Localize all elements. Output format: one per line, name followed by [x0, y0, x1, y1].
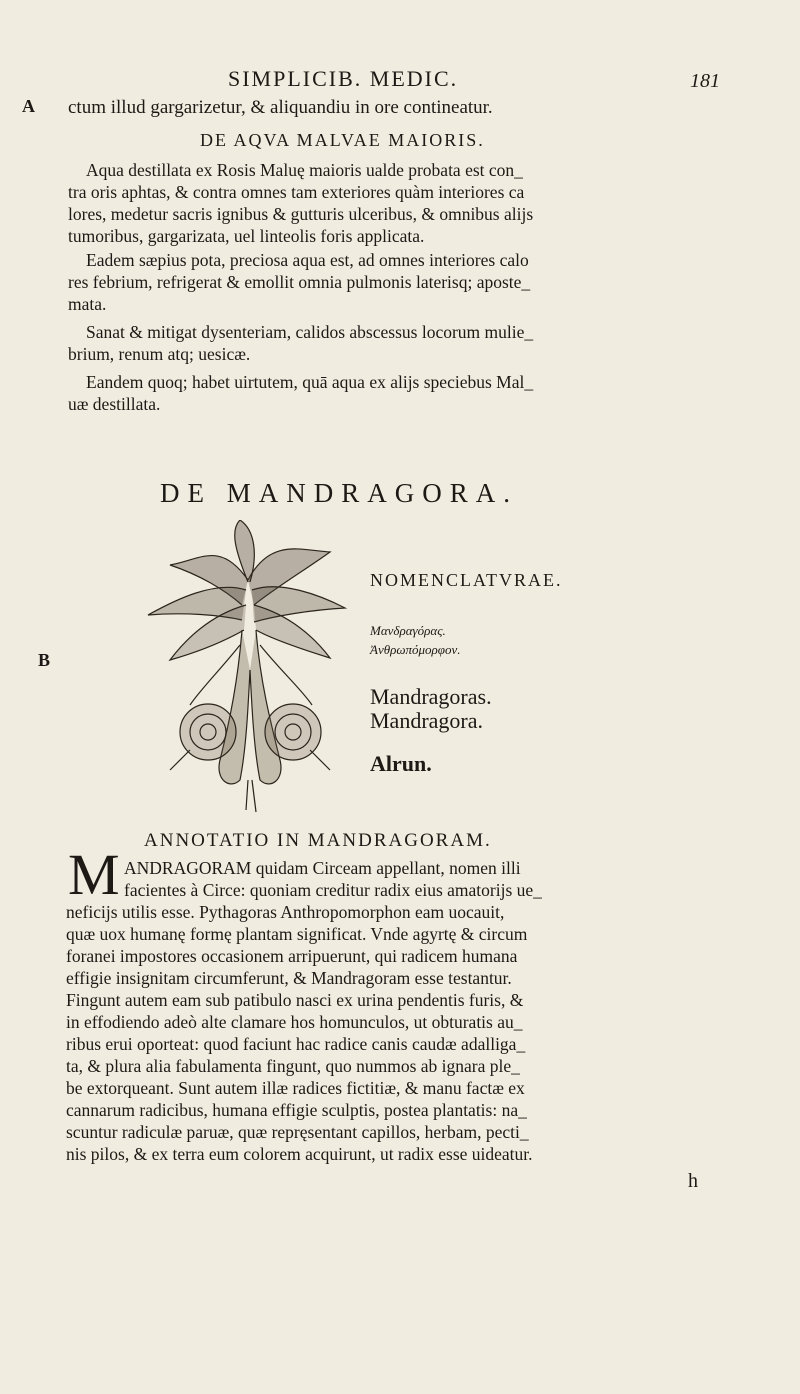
text-line: mata. [68, 294, 107, 314]
text-line: lores, medetur sacris ignibus & gutturis ulceribus, & omnibus alijs [68, 204, 534, 224]
page-number: 181 [690, 70, 720, 92]
text-line: in effodiendo adeò alte clamare hos homunculos, ut obturatis au_ [66, 1012, 523, 1032]
text-line: nis pilos, & ex terra eum colorem acquirunt, ut radix esse uideatur. [66, 1144, 533, 1164]
annotation-title: ANNOTATIO IN MANDRAGORAM. [144, 830, 492, 851]
nomenclature-title: NOMENCLATVRAE. [370, 570, 563, 590]
margin-letter-a: A [22, 96, 35, 116]
text-line: tumoribus, gargarizata, uel linteolis foris applicata. [68, 226, 425, 246]
text-line: Sanat & mitigat dysenteriam, calidos abscessus locorum mulie_ [86, 322, 534, 342]
text-line: ANDRAGORAM quidam Circeam appellant, nomen illi [124, 858, 521, 878]
intro-line: ctum illud gargarizetur, & aliquandiu in ore contineatur. [68, 97, 493, 118]
text-line: brium, renum atq; uesicæ. [68, 344, 251, 364]
text-line: Fingunt autem eam sub patibulo nasci ex urina pendentis furis, & [66, 990, 524, 1010]
catchword: h [688, 1170, 698, 1192]
text-line: Eandem quoq; habet uirtutem, quā aqua ex alijs speciebus Mal_ [86, 372, 534, 392]
text-line: res febrium, refrigerat & emollit omnia pulmonis laterisq; aposte_ [68, 272, 531, 292]
text-line: uæ destillata. [68, 394, 161, 414]
german-name: Alrun. [370, 751, 432, 776]
greek-name: Μανδραγόρας. [370, 623, 446, 638]
running-header: SIMPLICIB. MEDIC. [228, 66, 459, 91]
text-line: Aqua destillata ex Rosis Maluę maioris ualde probata est con_ [86, 160, 523, 180]
mandrake-woodcut-illustration [130, 520, 360, 820]
text-line: neficijs utilis esse. Pythagoras Anthropomorphon eam uocauit, [66, 902, 505, 922]
drop-cap-letter: M [68, 842, 120, 907]
latin-name: Mandragoras. [370, 684, 492, 709]
text-line: ta, & plura alia fabulamenta fingunt, quo nummos ab ignara ple_ [66, 1056, 520, 1076]
text-line: Eadem sæpius pota, preciosa aqua est, ad omnes interiores calo [86, 250, 529, 270]
margin-letter-b: B [38, 650, 51, 670]
text-line: ribus erui oporteat: quod faciunt hac radice canis caudæ adalliga_ [66, 1034, 526, 1054]
text-line: be extorqueant. Sunt autem illæ radices fictitiæ, & manu factæ ex [66, 1078, 525, 1098]
text-line: scuntur radiculæ paruæ, quæ repręsentant capillos, herbam, pecti_ [66, 1122, 529, 1142]
text-line: tra oris aphtas, & contra omnes tam exteriores quàm interiores ca [68, 182, 525, 202]
text-line: facientes à Circe: quoniam creditur radix eius amatorijs ue_ [124, 880, 542, 900]
nomenclature-block [370, 570, 563, 777]
latin-name: Mandragora. [370, 708, 484, 733]
text-line: quæ uox humanę formę plantam significat. Vnde agyrtę & circum [66, 924, 528, 944]
section-title-aqua-malvae: DE AQVA MALVAE MAIORIS. [200, 130, 485, 150]
greek-name: Ἀνθρωπόμορφον. [370, 642, 461, 657]
text-line: cannarum radicibus, humana effigie sculptis, postea plantatis: na_ [66, 1100, 527, 1120]
section-title-mandragora: DE MANDRAGORA. [160, 478, 519, 508]
text-line: foranei impostores occasionem arripuerunt, qui radicem humana [66, 946, 518, 966]
text-line: effigie insignitam circumferunt, & Mandragoram esse testantur. [66, 968, 512, 988]
